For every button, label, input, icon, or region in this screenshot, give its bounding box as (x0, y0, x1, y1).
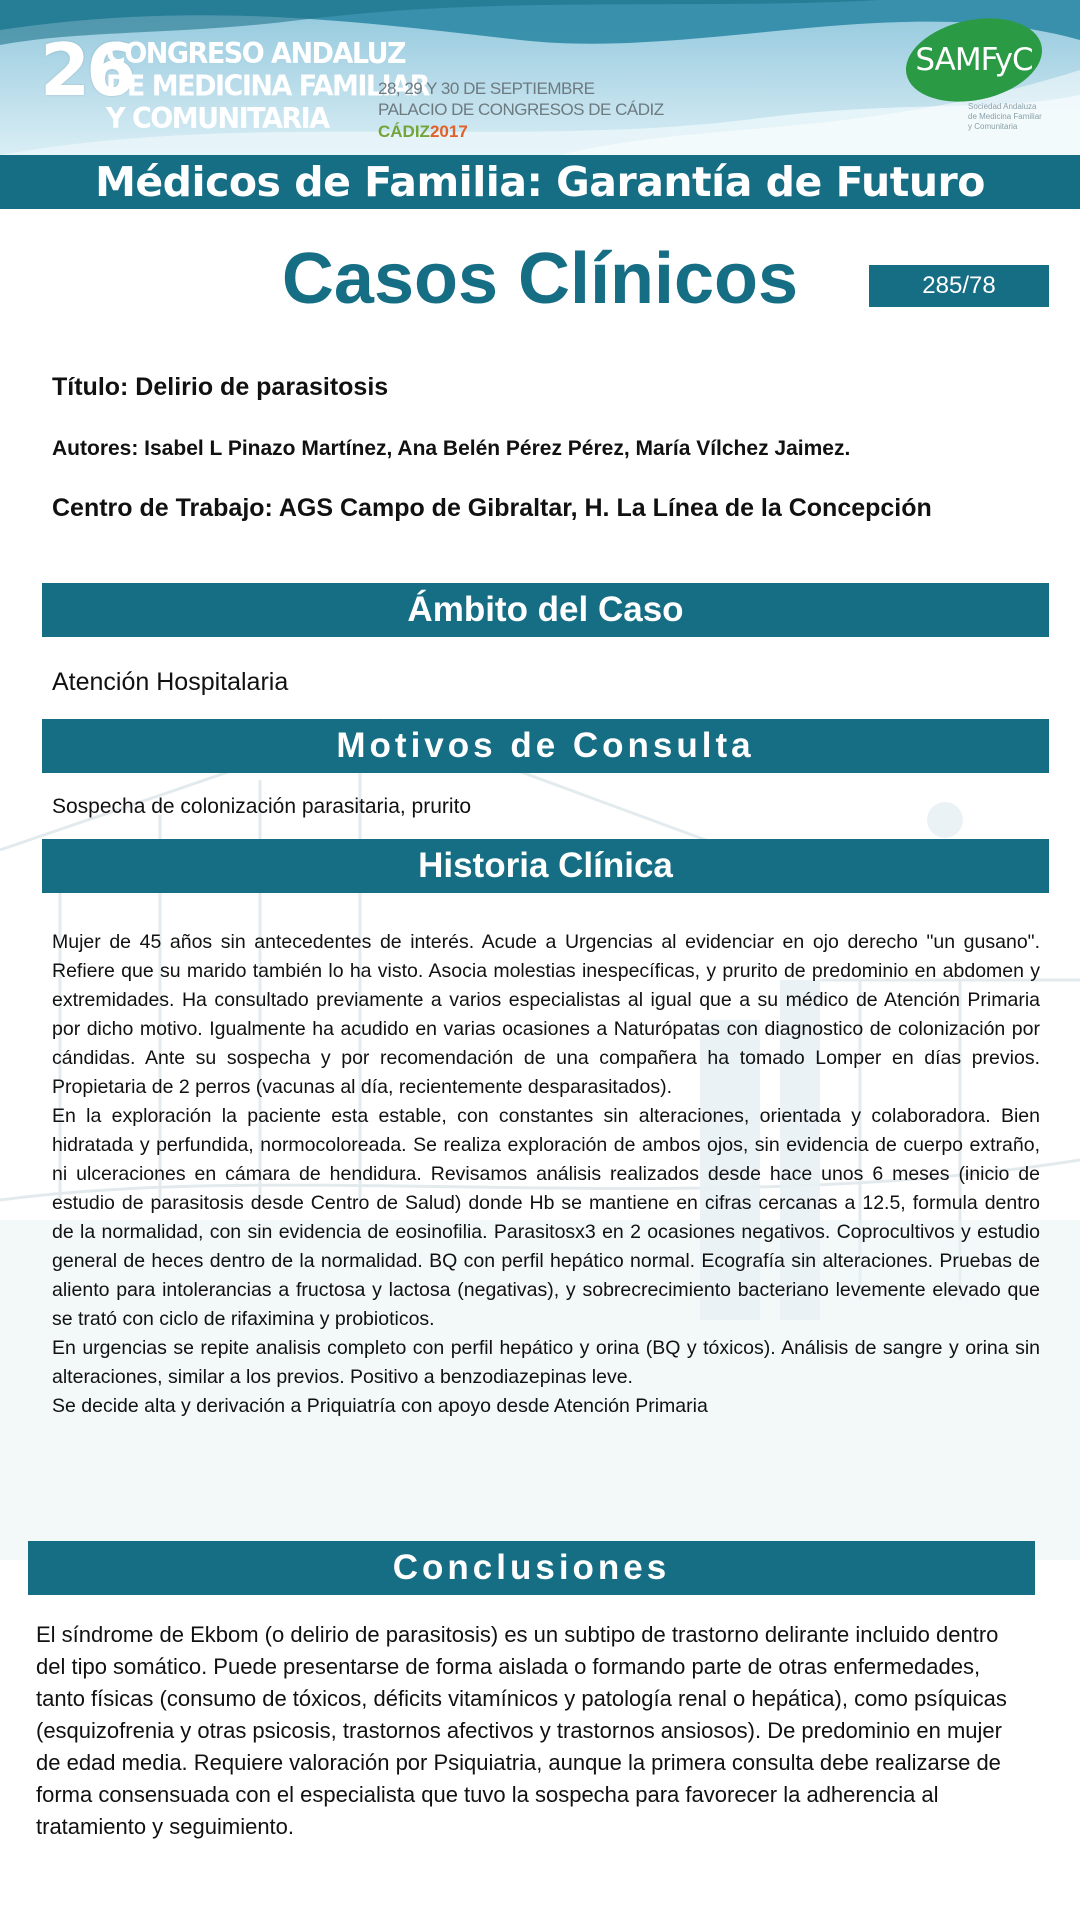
historia-paragraph: En la exploración la paciente esta estable, con constantes sin alteraciones, orientada y colaboradora. Bien hidratada y perfundida, normocoloreada. Se realiza exploración de ambos ojos, sin evidencia de cuerpo extraño, ni ulceraciones en cámara de hendidura. Revisamos análisis realizados desde hace unos 6 meses (inicio de estudio de parasitosis desde Centro de Salud) donde Hb se mantiene en cifras cercanas a 12.5, formula dentro de la normalidad, con sin evidencia de eosinofilia. Parasitosx3 en 2 ocasiones negativos. Coprocultivos y estudio general de heces dentro de la normalidad. BQ con perfil hepático normal. Ecografía sin alteraciones. Pruebas de aliento para intolerancias a fructosa y lactosa (negativas), y sobrecrecimiento bacteriano levemente elevado que se trató con ciclo de rifaximina y probioticos. (52, 1105, 1040, 1330)
samfyc-logo (905, 20, 1045, 106)
ambito-text: Atención Hospitalaria (52, 668, 289, 696)
section-header-ambito (42, 583, 1049, 637)
historia-paragraph: En urgencias se repite analisis completo con perfil hepático y orina (BQ y tóxicos). Análisis de sangre y orina sin alteraciones, similar a los previos. Positivo a benzodiazepinas leve. (52, 1337, 1040, 1388)
samfyc-subtitle (968, 102, 1048, 132)
case-authors: Autores: Isabel L Pinazo Martínez, Ana Belén Pérez Pérez, María Vílchez Jaimez. (52, 437, 851, 460)
section-heading: Ámbito del Caso (407, 590, 684, 629)
samfyc-logo-text: SAMFyC (915, 42, 1033, 78)
tagline-bar (0, 155, 1080, 209)
samfyc-subtitle-line: de Medicina Familiar (968, 112, 1042, 121)
congress-banner (0, 0, 1080, 155)
congress-name-line: Y COMUNITARIA (106, 102, 329, 136)
case-code-badge: 285/78 (869, 265, 1049, 307)
historia-paragraph: Se decide alta y derivación a Priquiatría con apoyo desde Atención Primaria (52, 1395, 708, 1417)
section-header-historia (42, 839, 1049, 893)
congress-city-name: CÁDIZ (378, 122, 430, 141)
samfyc-subtitle-line: Sociedad Andaluza (968, 102, 1037, 111)
case-work-center: Centro de Trabajo: AGS Campo de Gibraltar, H. La Línea de la Concepción (52, 494, 932, 522)
conclusiones-text: El síndrome de Ekbom (o delirio de parasitosis) es un subtipo de trastorno delirante incluido dentro del tipo somático. Puede presentarse de forma aislada o formando parte de otras enfermedades, tanto físicas (consumo de tóxicos, déficits vitamínicos y patología renal o hepática), como psíquicas (esquizofrenia y otras psicosis, trastornos afectivos y trastornos ansiosos). De predominio en mujer de edad media. Requiere valoración por Psiquiatria, aunque la primera consulta debe realizarse de forma consensuada con el especialista que tuvo la sospecha para favorecer la adherencia al tratamiento y seguimiento. (36, 1622, 1007, 1839)
section-header-motivos (42, 719, 1049, 773)
section-heading: Conclusiones (392, 1548, 671, 1587)
congress-year: 2017 (429, 122, 468, 141)
congress-city (378, 122, 468, 142)
historia-clinica-text (52, 928, 1040, 1421)
congress-dates-line: 28, 29 Y 30 DE SEPTIEMBRE (378, 79, 595, 98)
case-title: Título: Delirio de parasitosis (52, 373, 389, 401)
congress-name-line: CONGRESO ANDALUZ (106, 37, 406, 71)
samfyc-subtitle-line: y Comunitaria (968, 122, 1018, 131)
congress-dates (378, 78, 664, 120)
congress-number: 26 (40, 28, 133, 112)
tagline: Médicos de Familia: Garantía de Futuro (95, 158, 985, 206)
page-title: Casos Clínicos (281, 239, 799, 319)
congress-name-line: DE MEDICINA FAMILIAR (106, 70, 429, 103)
section-heading: Motivos de Consulta (336, 726, 755, 765)
congress-venue-line: PALACIO DE CONGRESOS DE CÁDIZ (378, 100, 664, 119)
motivos-text: Sospecha de colonización parasitaria, prurito (52, 795, 472, 818)
section-header-conclusiones (28, 1541, 1035, 1595)
historia-paragraph: Mujer de 45 años sin antecedentes de interés. Acude a Urgencias al evidenciar en ojo derecho "un gusano". Refiere que su marido también lo ha visto. Asocia molestias inespecíficas, y prurito de predominio en abdomen y extremidades. Ha consultado previamente a varios especialistas al igual que a su médico de Atención Primaria por dicho motivo. Igualmente ha acudido en varias ocasiones a Naturópatas con diagnostico de colonización por cándidas. Ante su sospecha y por recomendación de una compañera ha tomado Lomper en días previos. Propietaria de 2 perros (vacunas al día, recientemente desparasitados). (52, 931, 1040, 1098)
section-heading: Historia Clínica (418, 846, 673, 885)
